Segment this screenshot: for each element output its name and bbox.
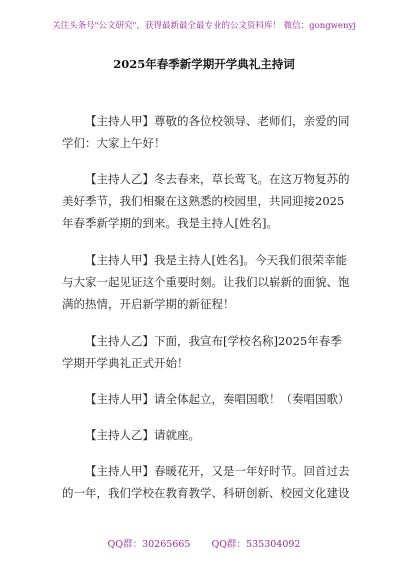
paragraph-1: 【主持人甲】尊敬的各位校领导、老师们，亲爱的同学们：大家上午好！ [62, 114, 350, 150]
paragraph-6: 【主持人乙】请就座。 [85, 428, 200, 442]
footer-qq-group-1: QQ群：30265665 [107, 539, 191, 550]
paragraph-2: 【主持人乙】冬去春来，草长莺飞。在这万物复苏的美好季节，我们相聚在这熟悉的校园里，共同迎接2025年春季新学期的到来。我是主持人[姓名]。 [62, 172, 350, 230]
footer [0, 536, 408, 550]
paragraph-5: 【主持人甲】请全体起立，奏唱国歌！（奏唱国歌） [85, 392, 350, 406]
paragraph-4: 【主持人乙】下面，我宣布[学校名称]2025年春季学期开学典礼正式开始！ [62, 334, 342, 370]
paragraph-7: 【主持人甲】春暖花开，又是一年好时节。回首过去的一年，我们学校在教育教学、科研创新、校园文化建设 [62, 464, 350, 500]
header-note: 关注头条号"公文研究"，获得最新最全最专业的公文资料库！ 微信：gongwenyj [52, 21, 356, 31]
footer-qq-group-2: QQ群：535304092 [211, 539, 301, 550]
paragraph-3: 【主持人甲】我是主持人[姓名]。今天我们很荣幸能与大家一起见证这个重要时刻。让我们以崭新的面貌、饱满的热情，开启新学期的新征程！ [62, 253, 350, 311]
document-title: 2025年春季新学期开学典礼主持词 [113, 57, 295, 71]
